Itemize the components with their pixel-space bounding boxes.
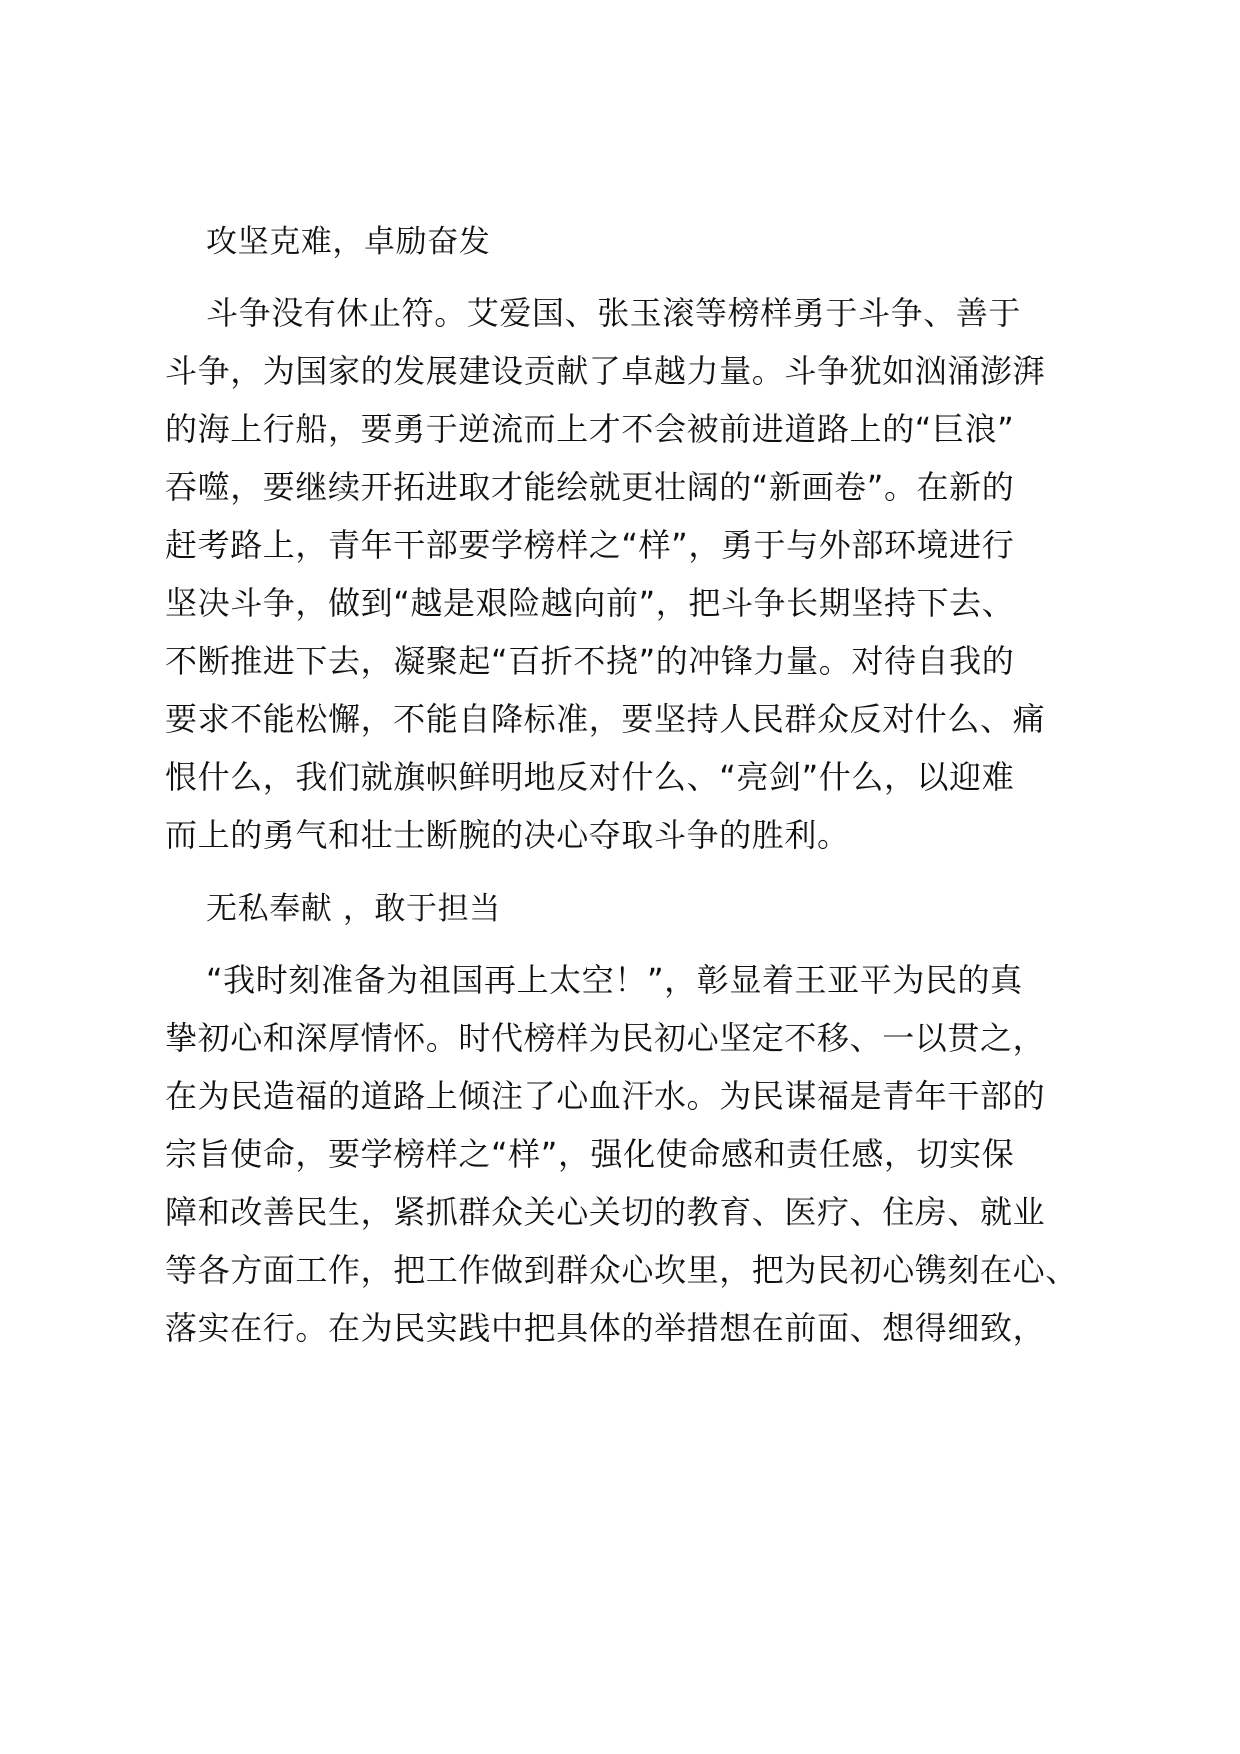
paragraph-line: 障和改善民生，紧抓群众关心关切的教育、医疗、住房、就业: [165, 1193, 1046, 1231]
paragraph-line: 挚初心和深厚情怀。时代榜样为民初心坚定不移、一以贯之，: [165, 1019, 1046, 1057]
paragraph-line: “我时刻准备为祖国再上太空！”，彰显着王亚平为民的真: [206, 961, 1023, 999]
paragraph-line: 坚决斗争，做到“越是艰险越向前”，把斗争长期坚持下去、: [165, 584, 1015, 622]
paragraph-line: 落实在行。在为民实践中把具体的举措想在前面、想得细致，: [165, 1309, 1046, 1347]
paragraph-line: 恨什么，我们就旗帜鲜明地反对什么、“亮剑”什么，以迎难: [165, 758, 1015, 796]
paragraph-line: 吞噬，要继续开拓进取才能绘就更壮阔的“新画卷”。在新的: [165, 468, 1015, 506]
section-heading: 攻坚克难，卓励奋发: [206, 224, 491, 260]
paragraph-line: 的海上行船，要勇于逆流而上才不会被前进道路上的“巨浪”: [165, 410, 1015, 448]
paragraph-line: 赶考路上，青年干部要学榜样之“样”，勇于与外部环境进行: [165, 526, 1015, 564]
paragraph-line: 斗争，为国家的发展建设贡献了卓越力量。斗争犹如汹涌澎湃: [165, 352, 1046, 390]
paragraph-line: 斗争没有休止符。艾爱国、张玉滚等榜样勇于斗争、善于: [206, 294, 1022, 332]
paragraph-line: 在为民造福的道路上倾注了心血汗水。为民谋福是青年干部的: [165, 1077, 1046, 1115]
paragraph-line: 宗旨使命，要学榜样之“样”，强化使命感和责任感，切实保: [165, 1135, 1015, 1173]
paragraph-line: 等各方面工作，把工作做到群众心坎里，把为民初心镌刻在心、: [165, 1251, 1078, 1289]
paragraph-line: 要求不能松懈，不能自降标准，要坚持人民群众反对什么、痛: [165, 700, 1046, 738]
paragraph-line: 不断推进下去，凝聚起“百折不挠”的冲锋力量。对待自我的: [165, 642, 1015, 680]
section-heading: 无私奉献 ，敢于担当: [206, 891, 501, 927]
paragraph-line: 而上的勇气和壮士断腕的决心夺取斗争的胜利。: [165, 816, 850, 854]
